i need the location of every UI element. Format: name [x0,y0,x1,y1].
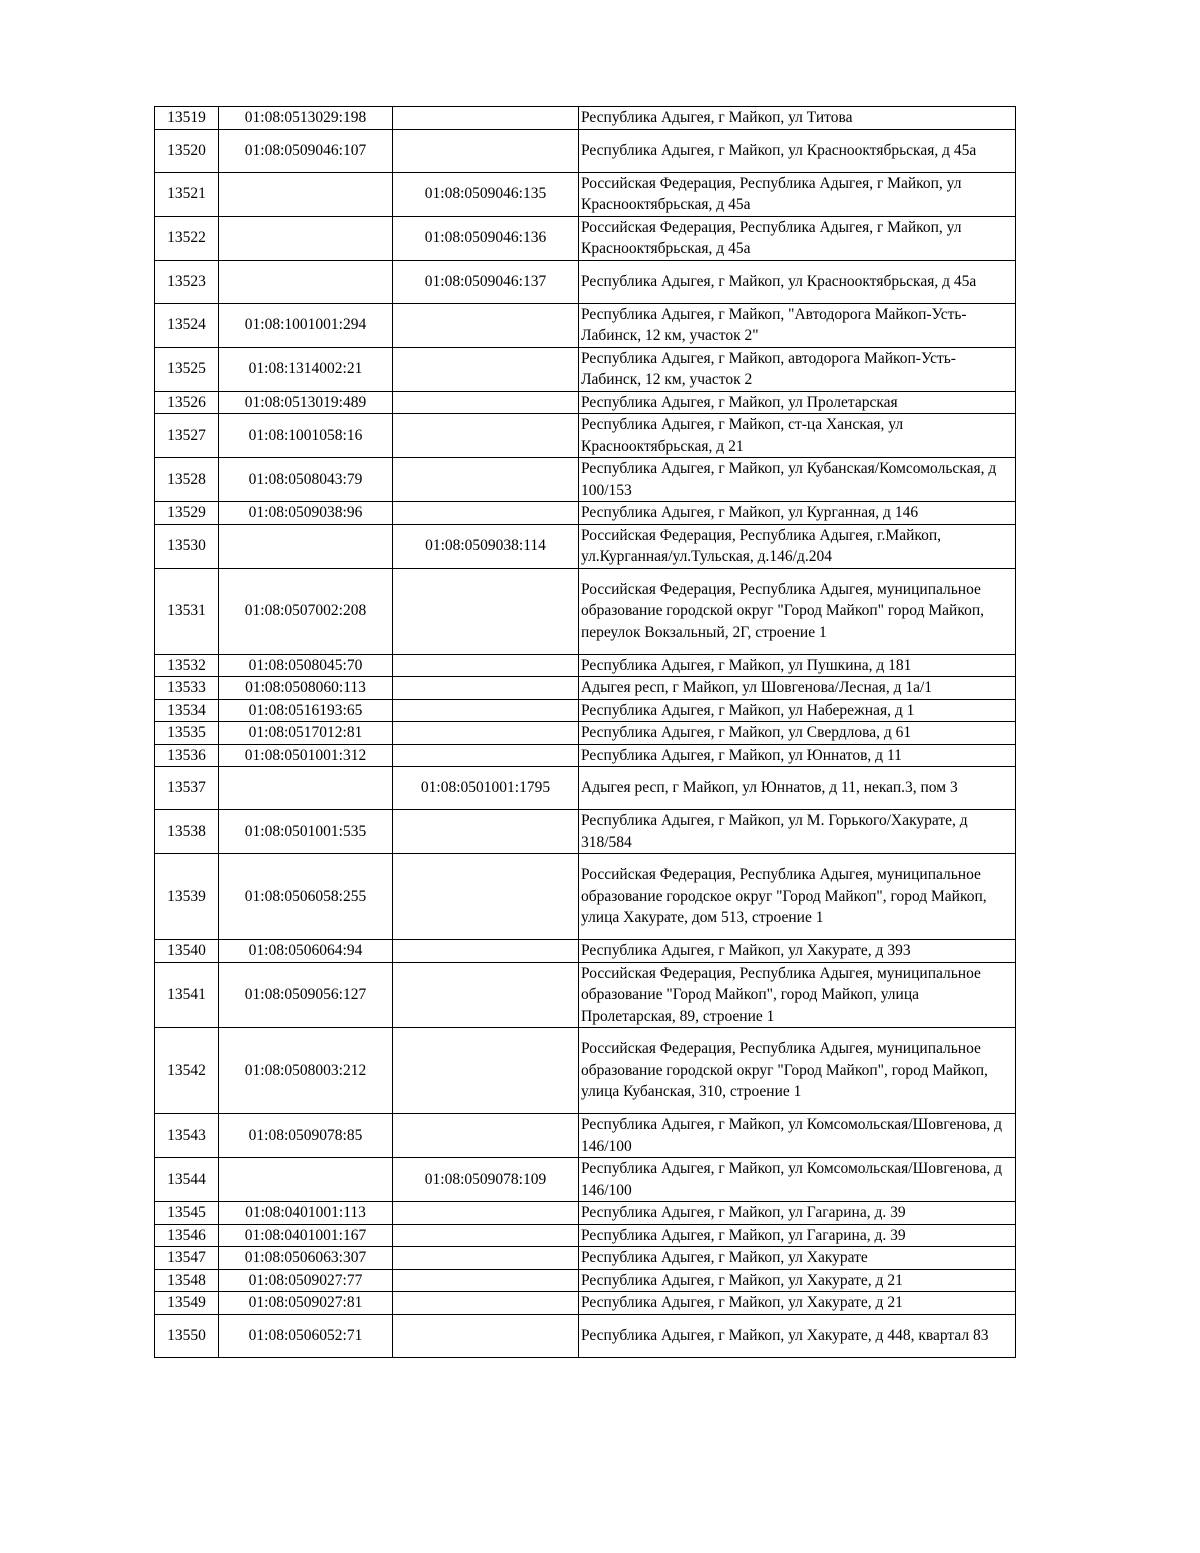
cadastral-number-cell: 01:08:1314002:21 [219,347,393,391]
table-row [155,854,1016,940]
table-row [155,962,1016,1028]
related-cadastral-number-cell: 01:08:0509038:114 [393,524,579,568]
row-number-cell: 13535 [155,722,219,745]
table-row [155,1224,1016,1247]
address-cell: Республика Адыгея, г Майкоп, автодорога Майкоп-Усть-Лабинск, 12 км, участок 2 [579,347,1016,391]
address-cell: Российская Федерация, Республика Адыгея, муниципальное образование городской округ "Город Майкоп" город Майкоп, переулок Вокзальный, 2Г, строение 1 [579,568,1016,654]
cadastral-number-cell [219,216,393,260]
row-number-cell: 13545 [155,1202,219,1225]
row-number-cell: 13543 [155,1114,219,1158]
related-cadastral-number-cell [393,568,579,654]
related-cadastral-number-cell [393,810,579,854]
row-number-cell: 13537 [155,767,219,810]
row-number-cell: 13536 [155,744,219,767]
related-cadastral-number-cell: 01:08:0509078:109 [393,1158,579,1202]
cadastral-number-cell: 01:08:0517012:81 [219,722,393,745]
cadastral-number-cell: 01:08:0501001:312 [219,744,393,767]
cadastral-number-cell: 01:08:0507002:208 [219,568,393,654]
row-number-cell: 13526 [155,391,219,414]
related-cadastral-number-cell [393,107,579,130]
cadastral-number-cell: 01:08:0509078:85 [219,1114,393,1158]
row-number-cell: 13522 [155,216,219,260]
cadastral-number-cell: 01:08:0508045:70 [219,654,393,677]
table-row [155,1158,1016,1202]
row-number-cell: 13533 [155,677,219,700]
property-table [154,106,1016,1358]
address-cell: Республика Адыгея, г Майкоп, ул Пушкина, д 181 [579,654,1016,677]
table-row [155,1314,1016,1357]
row-number-cell: 13525 [155,347,219,391]
table-row [155,391,1016,414]
row-number-cell: 13542 [155,1028,219,1114]
address-cell: Республика Адыгея, г Майкоп, "Автодорога Майкоп-Усть-Лабинск, 12 км, участок 2" [579,303,1016,347]
address-cell: Российская Федерация, Республика Адыгея, г Майкоп, ул Краснооктябрьская, д 45а [579,172,1016,216]
address-cell: Российская Федерация, Республика Адыгея, муниципальное образование городской округ "Город Майкоп", город Майкоп, улица Кубанская, 310, строение 1 [579,1028,1016,1114]
address-cell: Республика Адыгея, г Майкоп, ул Набережная, д 1 [579,699,1016,722]
row-number-cell: 13544 [155,1158,219,1202]
related-cadastral-number-cell [393,1247,579,1270]
cadastral-number-cell: 01:08:0508043:79 [219,458,393,502]
row-number-cell: 13547 [155,1247,219,1270]
cadastral-number-cell [219,1158,393,1202]
row-number-cell: 13529 [155,502,219,525]
row-number-cell: 13550 [155,1314,219,1357]
address-cell: Республика Адыгея, г Майкоп, ул Хакурате, д 21 [579,1269,1016,1292]
table-row [155,216,1016,260]
property-table-body [155,107,1016,1358]
related-cadastral-number-cell [393,414,579,458]
table-row [155,1202,1016,1225]
related-cadastral-number-cell [393,699,579,722]
table-row [155,810,1016,854]
related-cadastral-number-cell [393,1114,579,1158]
related-cadastral-number-cell [393,129,579,172]
cadastral-number-cell: 01:08:1001058:16 [219,414,393,458]
cadastral-number-cell: 01:08:0506063:307 [219,1247,393,1270]
cadastral-number-cell: 01:08:0506064:94 [219,940,393,963]
cadastral-number-cell: 01:08:0509046:107 [219,129,393,172]
cadastral-number-cell: 01:08:0513019:489 [219,391,393,414]
table-row [155,414,1016,458]
table-row [155,172,1016,216]
related-cadastral-number-cell [393,1202,579,1225]
cadastral-number-cell: 01:08:0513029:198 [219,107,393,130]
cadastral-number-cell: 01:08:0509027:77 [219,1269,393,1292]
table-row [155,347,1016,391]
table-row [155,568,1016,654]
address-cell: Адыгея респ, г Майкоп, ул Шовгенова/Лесная, д 1а/1 [579,677,1016,700]
cadastral-number-cell: 01:08:0509038:96 [219,502,393,525]
table-row [155,699,1016,722]
related-cadastral-number-cell [393,347,579,391]
table-row [155,129,1016,172]
cadastral-number-cell: 01:08:0508003:212 [219,1028,393,1114]
address-cell: Республика Адыгея, г Майкоп, ул Кубанская/Комсомольская, д 100/153 [579,458,1016,502]
row-number-cell: 13548 [155,1269,219,1292]
address-cell: Российская Федерация, Республика Адыгея, г Майкоп, ул Краснооктябрьская, д 45а [579,216,1016,260]
related-cadastral-number-cell: 01:08:0509046:135 [393,172,579,216]
row-number-cell: 13527 [155,414,219,458]
address-cell: Республика Адыгея, г Майкоп, ул Комсомольская/Шовгенова, д 146/100 [579,1114,1016,1158]
related-cadastral-number-cell [393,1224,579,1247]
table-row [155,260,1016,303]
table-row [155,303,1016,347]
table-row [155,1028,1016,1114]
cadastral-number-cell [219,767,393,810]
cadastral-number-cell: 01:08:0506058:255 [219,854,393,940]
cadastral-number-cell: 01:08:1001001:294 [219,303,393,347]
related-cadastral-number-cell [393,744,579,767]
address-cell: Республика Адыгея, г Майкоп, ул Свердлова, д 61 [579,722,1016,745]
address-cell: Республика Адыгея, г Майкоп, ул Гагарина, д. 39 [579,1224,1016,1247]
cadastral-number-cell [219,172,393,216]
related-cadastral-number-cell [393,1292,579,1315]
row-number-cell: 13520 [155,129,219,172]
address-cell: Республика Адыгея, г Майкоп, ул М. Горького/Хакурате, д 318/584 [579,810,1016,854]
row-number-cell: 13539 [155,854,219,940]
cadastral-number-cell: 01:08:0509027:81 [219,1292,393,1315]
address-cell: Адыгея респ, г Майкоп, ул Юннатов, д 11, некап.3, пом 3 [579,767,1016,810]
row-number-cell: 13528 [155,458,219,502]
address-cell: Республика Адыгея, г Майкоп, ул Краснооктябрьская, д 45а [579,260,1016,303]
table-row [155,722,1016,745]
table-row [155,502,1016,525]
address-cell: Республика Адыгея, г Майкоп, ул Хакурате, д 393 [579,940,1016,963]
cadastral-number-cell: 01:08:0509056:127 [219,962,393,1028]
row-number-cell: 13549 [155,1292,219,1315]
row-number-cell: 13524 [155,303,219,347]
address-cell: Республика Адыгея, г Майкоп, ул Титова [579,107,1016,130]
table-row [155,744,1016,767]
address-cell: Российская Федерация, Республика Адыгея, муниципальное образование "Город Майкоп", город Майкоп, улица Пролетарская, 89, строение 1 [579,962,1016,1028]
cadastral-number-cell: 01:08:0516193:65 [219,699,393,722]
cadastral-number-cell [219,260,393,303]
cadastral-number-cell: 01:08:0508060:113 [219,677,393,700]
related-cadastral-number-cell [393,654,579,677]
address-cell: Российская Федерация, Республика Адыгея, муниципальное образование городское округ "Город Майкоп", город Майкоп, улица Хакурате, дом 513, строение 1 [579,854,1016,940]
cadastral-number-cell: 01:08:0501001:535 [219,810,393,854]
row-number-cell: 13534 [155,699,219,722]
row-number-cell: 13523 [155,260,219,303]
address-cell: Республика Адыгея, г Майкоп, ул Комсомольская/Шовгенова, д 146/100 [579,1158,1016,1202]
table-row [155,458,1016,502]
table-row [155,677,1016,700]
address-cell: Республика Адыгея, г Майкоп, ул Юннатов, д 11 [579,744,1016,767]
table-row [155,1247,1016,1270]
row-number-cell: 13541 [155,962,219,1028]
table-row [155,524,1016,568]
table-row [155,1269,1016,1292]
table-row [155,1292,1016,1315]
related-cadastral-number-cell [393,940,579,963]
cadastral-number-cell: 01:08:0401001:113 [219,1202,393,1225]
related-cadastral-number-cell: 01:08:0509046:136 [393,216,579,260]
related-cadastral-number-cell [393,722,579,745]
related-cadastral-number-cell: 01:08:0501001:1795 [393,767,579,810]
address-cell: Республика Адыгея, г Майкоп, ул Хакурате, д 21 [579,1292,1016,1315]
address-cell: Республика Адыгея, г Майкоп, ул Гагарина, д. 39 [579,1202,1016,1225]
cadastral-number-cell: 01:08:0506052:71 [219,1314,393,1357]
address-cell: Республика Адыгея, г Майкоп, ул Краснооктябрьская, д 45а [579,129,1016,172]
related-cadastral-number-cell [393,458,579,502]
address-cell: Республика Адыгея, г Майкоп, ул Курганная, д 146 [579,502,1016,525]
related-cadastral-number-cell [393,677,579,700]
cadastral-number-cell: 01:08:0401001:167 [219,1224,393,1247]
related-cadastral-number-cell: 01:08:0509046:137 [393,260,579,303]
cadastral-number-cell [219,524,393,568]
address-cell: Республика Адыгея, г Майкоп, ул Хакурате, д 448, квартал 83 [579,1314,1016,1357]
row-number-cell: 13521 [155,172,219,216]
table-row [155,1114,1016,1158]
row-number-cell: 13540 [155,940,219,963]
table-row [155,767,1016,810]
address-cell: Республика Адыгея, г Майкоп, ст-ца Ханская, ул Краснооктябрьская, д 21 [579,414,1016,458]
row-number-cell: 13530 [155,524,219,568]
table-row [155,107,1016,130]
related-cadastral-number-cell [393,1314,579,1357]
table-row [155,654,1016,677]
related-cadastral-number-cell [393,1028,579,1114]
related-cadastral-number-cell [393,854,579,940]
related-cadastral-number-cell [393,1269,579,1292]
table-row [155,940,1016,963]
address-cell: Республика Адыгея, г Майкоп, ул Пролетарская [579,391,1016,414]
row-number-cell: 13531 [155,568,219,654]
related-cadastral-number-cell [393,303,579,347]
row-number-cell: 13519 [155,107,219,130]
address-cell: Республика Адыгея, г Майкоп, ул Хакурате [579,1247,1016,1270]
row-number-cell: 13538 [155,810,219,854]
row-number-cell: 13546 [155,1224,219,1247]
address-cell: Российская Федерация, Республика Адыгея, г.Майкоп, ул.Курганная/ул.Тульская, д.146/д.204 [579,524,1016,568]
related-cadastral-number-cell [393,502,579,525]
related-cadastral-number-cell [393,962,579,1028]
related-cadastral-number-cell [393,391,579,414]
row-number-cell: 13532 [155,654,219,677]
